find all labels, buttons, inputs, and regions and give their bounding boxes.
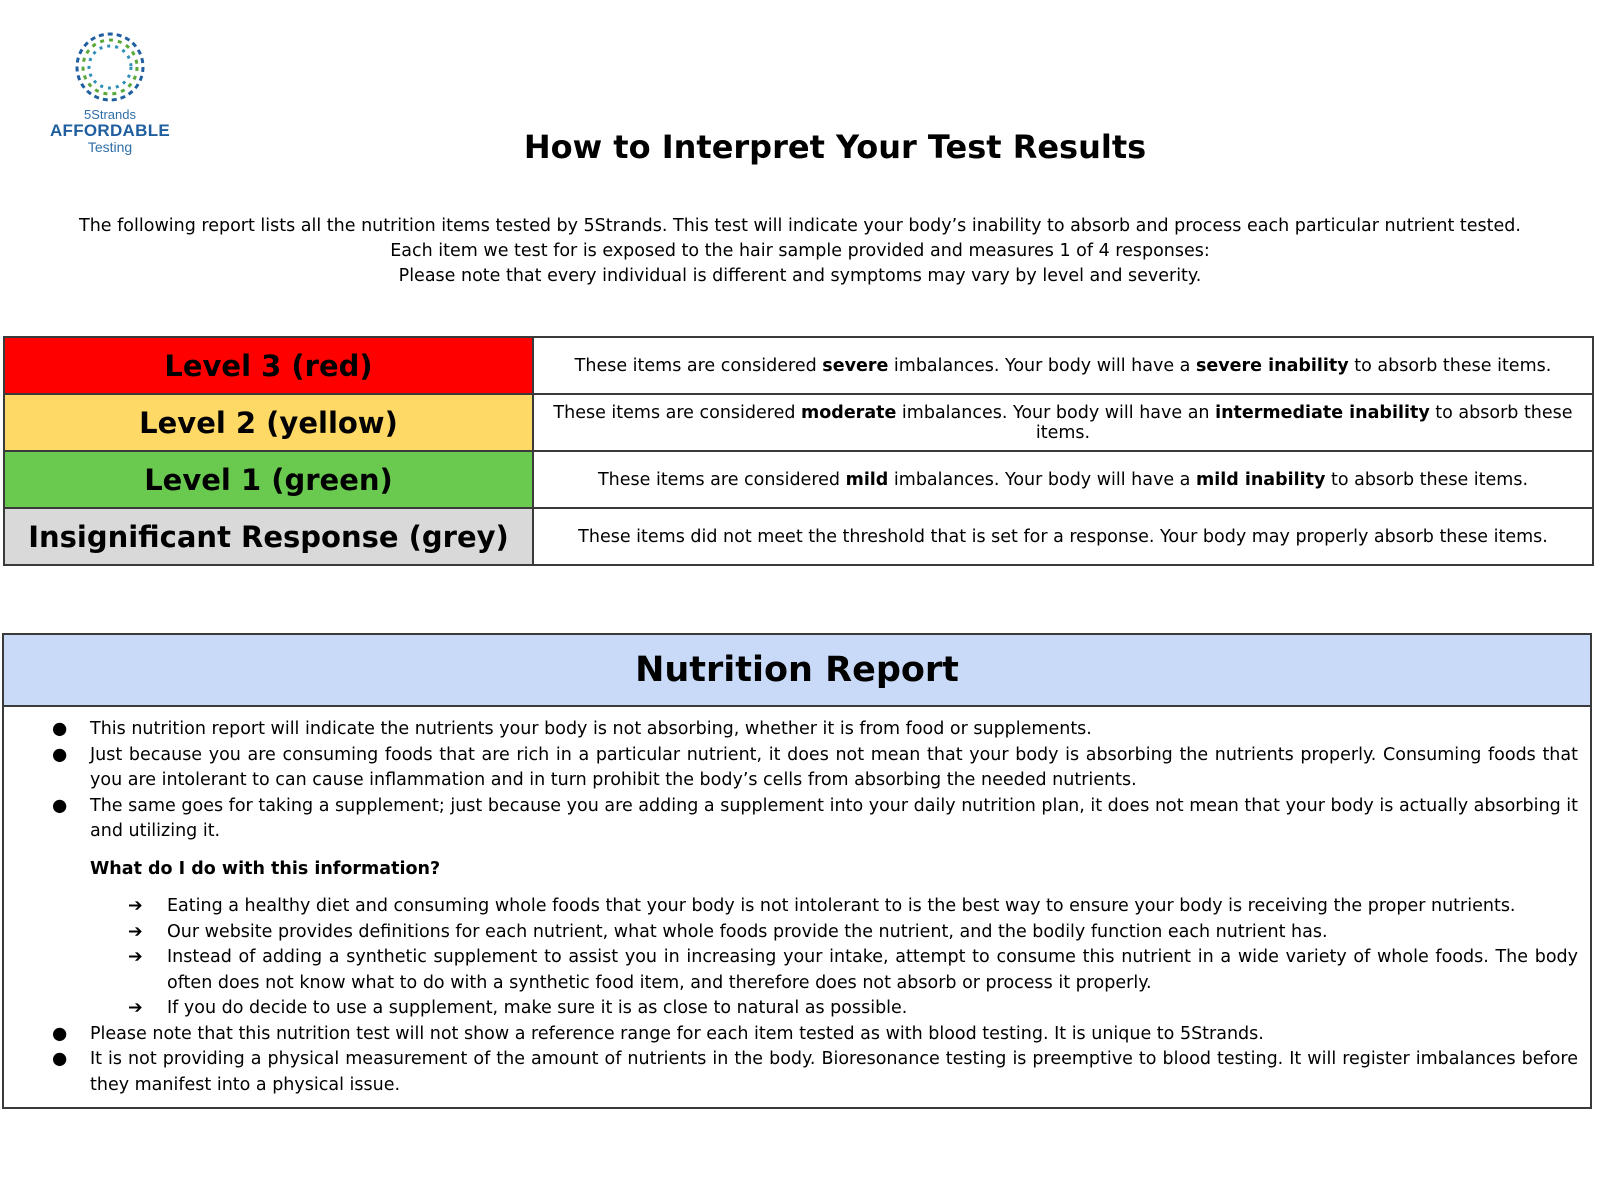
list-item: ➔ Eating a healthy diet and consuming whole foods that your body is not intolerant to is the best way to ensure your body is receiving the proper nutrients. — [4, 894, 1578, 920]
logo-text-5strands: 5Strands — [83, 107, 137, 122]
insignificant-label: Insignificant Response (grey) — [4, 508, 533, 565]
bullet-icon: ● — [52, 1023, 68, 1044]
intro-line: Please note that every individual is different and symptoms may vary by level and severity. — [398, 266, 1202, 286]
bullet-icon: ● — [52, 719, 68, 739]
insignificant-description: These items did not meet the threshold that is set for a response. Your body may properly absorb these items. — [533, 508, 1593, 565]
list-item: ● It is not providing a physical measurement of the amount of nutrients in the body. Bioresonance testing is preemptive to blood testing. It will register imbalances before they manifest into a physical issue. — [52, 1049, 1578, 1095]
level-row — [4, 337, 1593, 394]
arrow-right-icon: ➔ — [128, 921, 143, 942]
logo-text-testing: Testing — [87, 139, 133, 155]
list-item: ➔ If you do decide to use a supplement, make sure it is as close to natural as possible. — [4, 996, 1578, 1022]
level-2-description: These items are considered moderate imbalances. Your body will have an intermediate inability to absorb these items. — [533, 394, 1593, 451]
bullet-icon: ● — [52, 1049, 68, 1069]
list-item: ● The same goes for taking a supplement; just because you are adding a supplement into your daily nutrition plan, it does not mean that your body is actually absorbing it and utilizing it. — [52, 795, 1578, 841]
bullet-icon: ● — [52, 744, 68, 765]
arrow-right-icon: ➔ — [128, 998, 143, 1018]
level-2-label: Level 2 (yellow) — [4, 394, 533, 451]
arrow-right-icon: ➔ — [128, 896, 143, 916]
level-row — [4, 451, 1593, 508]
list-item: ➔ Our website provides definitions for each nutrient, what whole foods provide the nutrient, and the bodily function each nutrient has. — [4, 920, 1578, 946]
nutrition-report-box — [2, 633, 1592, 1109]
dna-ring-icon — [69, 26, 151, 108]
list-item: ● Please note that this nutrition test will not show a reference range for each item tested as with blood testing. It is unique to 5Strands. — [4, 1022, 1578, 1048]
level-3-label: Level 3 (red) — [4, 337, 533, 394]
intro-line: Each item we test for is exposed to the hair sample provided and measures 1 of 4 responses: — [390, 241, 1210, 261]
page-title: How to Interpret Your Test Results — [523, 128, 1147, 166]
nutrition-report-heading: Nutrition Report — [4, 635, 1590, 707]
level-3-description: These items are considered severe imbalances. Your body will have a severe inability to absorb these items. — [533, 337, 1593, 394]
intro-text — [60, 214, 1540, 289]
level-row — [4, 394, 1593, 451]
logo-text-affordable: AFFORDABLE — [49, 121, 171, 140]
question-heading: What do I do with this information? — [90, 858, 441, 879]
arrow-right-icon: ➔ — [128, 947, 143, 967]
levels-legend-table — [3, 336, 1594, 566]
list-item: ● This nutrition report will indicate the nutrients your body is not absorbing, whether it is from food or supplements. — [4, 717, 1578, 743]
bullet-icon: ● — [52, 795, 68, 816]
level-1-description: These items are considered mild imbalances. Your body will have a mild inability to absorb these items. — [533, 451, 1593, 508]
nutrition-report-body — [4, 707, 1590, 1098]
level-row — [4, 508, 1593, 565]
intro-line: The following report lists all the nutrition items tested by 5Strands. This test will indicate your body’s inability to absorb and process each particular nutrient tested. — [79, 216, 1521, 236]
list-item: ● Just because you are consuming foods that are rich in a particular nutrient, it does not mean that your body is absorbing the nutrients properly. Consuming foods that you are intolerant to can cause inflammation and in turn prohibit the body’s cells from absorbing the needed nutrients. — [52, 744, 1578, 790]
list-item: ➔ Instead of adding a synthetic supplement to assist you in increasing your intake, attempt to consume this nutrient in a wide variety of whole foods. The body often does not know what to do with a synthetic food item, and therefore does not absorb or process it properly. — [128, 947, 1578, 993]
level-1-label: Level 1 (green) — [4, 451, 533, 508]
